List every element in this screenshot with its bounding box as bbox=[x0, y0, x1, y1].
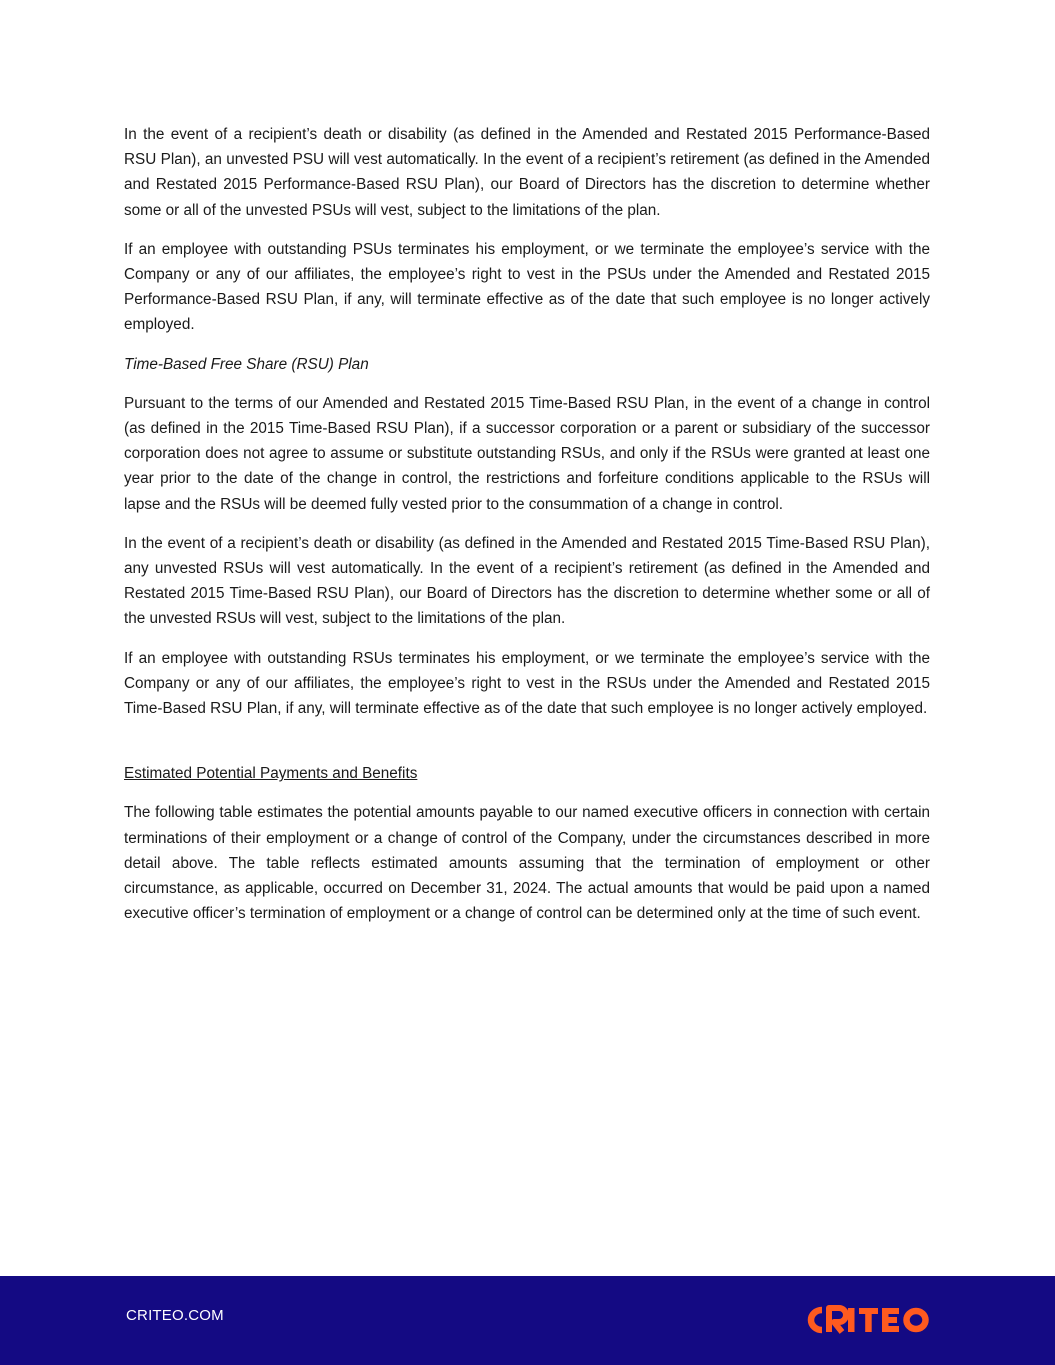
paragraph-psu-death-disability: In the event of a recipient’s death or disability (as defined in the Amended and Restated 2015 Performance-Based RSU Plan), an unvested PSU will vest automatically. In the event of a recipient’s retirement (as defined in the Amended and Restated 2015 Performance-Based RSU Plan), our Board of Directors has the discretion to determine whether some or all of the unvested PSUs will vest, subject to the limitations of the plan. bbox=[124, 126, 930, 219]
paragraph-rsu-death-disability: In the event of a recipient’s death or disability (as defined in the Amended and Restated 2015 Time-Based RSU Plan), any unvested RSUs will vest automatically. In the event of a recipient’s retirement (as defined in the Amended and Restated 2015 Time-Based RSU Plan), our Board of Directors has the discretion to determine whether some or all of the unvested RSUs will vest, subject to the limitations of the plan. bbox=[124, 534, 930, 628]
footer-url[interactable]: CRITEO.COM bbox=[126, 1307, 224, 1324]
heading-time-based-plan: Time-Based Free Share (RSU) Plan bbox=[124, 355, 369, 373]
page-footer bbox=[0, 1276, 1055, 1365]
paragraph-rsu-change-in-control: Pursuant to the terms of our Amended and Restated 2015 Time-Based RSU Plan, in the event of a change in control (as defined in the 2015 Time-Based RSU Plan), if a successor corporation or a parent or subsidiary of the successor corporation does not agree to assume or substitute outstanding RSUs, and only if the RSUs were granted at least one year prior to the date of the change in control, the restrictions and forfeiture conditions applicable to the RSUs will lapse and the RSUs will be deemed fully vested prior to the consummation of a change in control. bbox=[124, 394, 930, 513]
heading-estimated-payments: Estimated Potential Payments and Benefits bbox=[124, 765, 418, 783]
document-body bbox=[124, 122, 930, 940]
criteo-logo bbox=[801, 1304, 929, 1336]
paragraph-psu-termination: If an employee with outstanding PSUs terminates his employment, or we terminate the employee’s service with the Company or any of our affiliates, the employee’s right to vest in the PSUs under the Amended and Restated 2015 Performance-Based RSU Plan, if any, will terminate effective as of the date that such employee is no longer actively employed. bbox=[124, 240, 930, 334]
paragraph-estimated-payments: The following table estimates the potential amounts payable to our named executive officers in connection with certain terminations of their employment or a change of control of the Company, under the circumstances described in more detail above. The table reflects estimated amounts assuming that the termination of employment or other circumstance, as applicable, occurred on December 31, 2024. The actual amounts that would be paid upon a named executive officer’s termination of employment or a change of control can be determined only at the time of such event. bbox=[124, 804, 930, 923]
paragraph-rsu-termination: If an employee with outstanding RSUs terminates his employment, or we terminate the employee’s service with the Company or any of our affiliates, the employee’s right to vest in the RSUs under the Amended and Restated 2015 Time-Based RSU Plan, if any, will terminate effective as of the date that such employee is no longer actively employed. bbox=[124, 649, 930, 718]
